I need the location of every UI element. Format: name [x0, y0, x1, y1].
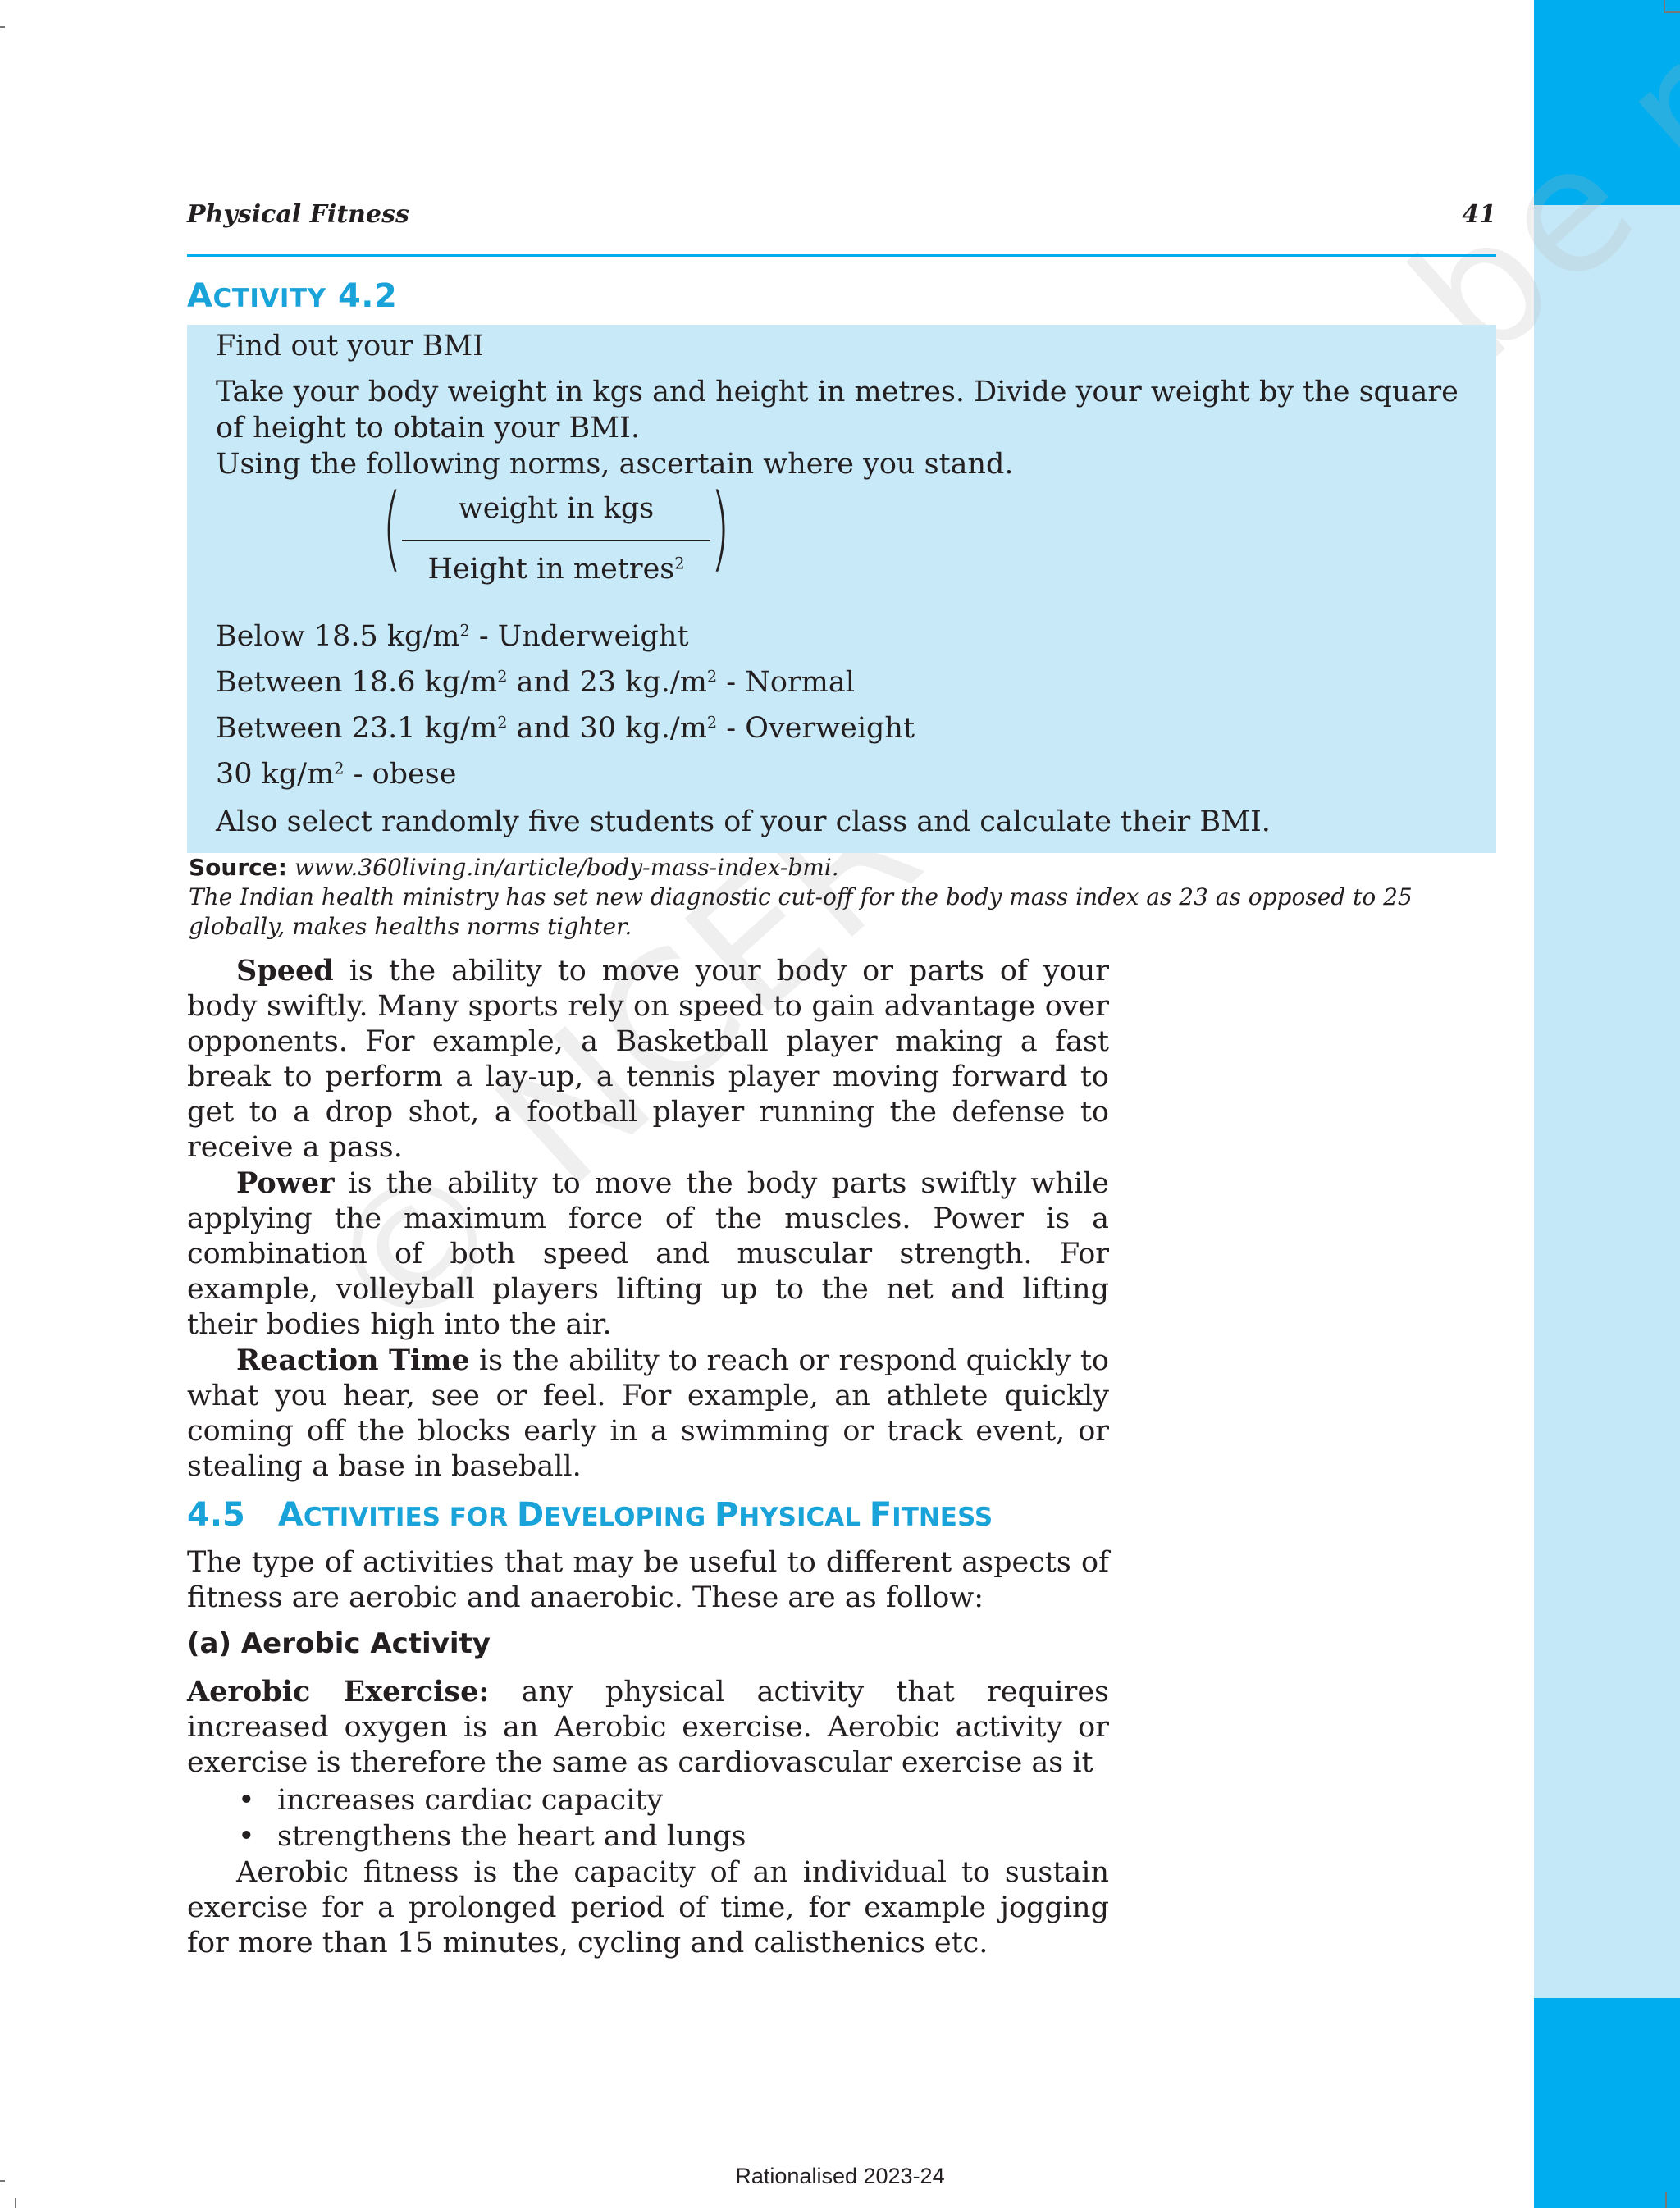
source-note: globally, makes healths norms tighter. — [189, 913, 632, 940]
source-note: The Indian health ministry has set new diagnostic cut-off for the body mass index as 23 as opposed to 25 — [189, 883, 1413, 910]
activity-intro: Find out your BMI — [216, 330, 484, 363]
fraction-bar — [402, 540, 710, 541]
running-head — [187, 200, 1496, 233]
header-rule — [187, 254, 1496, 257]
activity-heading — [187, 277, 397, 315]
section-heading — [187, 1496, 993, 1534]
crop-mark — [0, 26, 5, 28]
source-url: www.360living.in/article/body-mass-index-bmi. — [294, 854, 839, 881]
aerobic-heading: (a) Aerobic Activity — [187, 1627, 491, 1660]
footer-note: Rationalised 2023-24 — [735, 2164, 945, 2188]
crop-mark — [1664, 11, 1680, 13]
power-paragraph: Power is the ability to move the body parts swiftly while applying the maximum force of the muscles. Power is a combination of both speed and muscular strength. For example, volleyball players lifting up to the net and lifting their bodies high into the air. — [187, 1166, 1109, 1341]
source-line — [189, 853, 839, 883]
activity-box — [187, 325, 1496, 853]
crop-mark — [15, 2198, 16, 2208]
aerobic-paragraph: Aerobic Exercise: any physical activity that requires increased oxygen is an Aerobic exercise. Aerobic activity or exercise is therefore the same as cardiovascular exercise as it — [187, 1675, 1110, 1779]
bullet-item: • increases cardiac capacity — [238, 1784, 664, 1817]
bmi-formula — [381, 475, 731, 592]
section-title: ACTIVITIES FOR DEVELOPING PHYSICAL FITNESS — [277, 1496, 993, 1534]
page-number: 41 — [1462, 200, 1496, 229]
aerobic-fitness-paragraph: Aerobic fitness is the capacity of an individual to sustain exercise for a prolonged period of time, for example jogging for more than 15 minutes, cycling and calisthenics etc. — [187, 1856, 1109, 1959]
bmi-norm-underweight: Below 18.5 $kg/m^2$ - Underweight — [216, 620, 689, 653]
bmi-norm-overweight: Between 23.1 $kg/m^2$ and 30 $kg./m^2$ - Overweight — [216, 712, 915, 745]
activity-instruction: Using the following norms, ascertain where you stand. — [216, 448, 1014, 481]
left-parenthesis: ( — [381, 475, 402, 582]
section-number: 4.5 — [187, 1496, 245, 1534]
section-intro-block — [187, 1545, 1109, 1616]
crop-mark — [1665, 2192, 1667, 2208]
crop-mark — [1664, 0, 1665, 11]
bmi-norm-obese: 30 $kg/m^2$ - obese — [216, 758, 457, 791]
bmi-norm-normal: Between 18.6 $kg/m^2$ and 23 $kg./m^2$ - Normal — [216, 666, 855, 699]
reaction-time-paragraph: Reaction Time is the ability to reach or respond quickly to what you hear, see or feel. For example, an athlete quickly coming off the blocks early in a swimming or track event, or stealing a base in baseball. — [187, 1344, 1109, 1483]
activity-instruction: of height to obtain your BMI. — [216, 412, 641, 445]
running-title: Physical Fitness — [187, 200, 409, 229]
bullet-item: • strengthens the heart and lungs — [238, 1820, 746, 1853]
activity-number: 4.2 — [337, 277, 398, 315]
body-text-top — [187, 953, 1109, 1485]
side-strip — [1534, 0, 1680, 2208]
aerobic-fitness-block — [187, 1855, 1109, 1961]
aerobic-block — [187, 1674, 1109, 1781]
watermark: © NCERT be — [285, 102, 1675, 1381]
right-parenthesis: ) — [710, 475, 731, 582]
activity-instruction: Take your body weight in kgs and height in metres. Divide your weight by the square — [216, 376, 1459, 408]
formula-numerator: weight in kgs — [458, 492, 655, 525]
activity-label-rest: CTIVITY — [212, 284, 326, 313]
speed-paragraph: Speed is the ability to move your body or parts of your body swiftly. Many sports rely on speed to gain advantage over opponents. For example, a Basketball player making a fast break to perform a lay-up, a tennis player moving forward to get to a drop shot, a football player running the defense to receive a pass. — [187, 954, 1109, 1164]
section-intro: The type of activities that may be useful to different aspects of fitness are aerobic and anaerobic. These are as follow: — [187, 1546, 1109, 1614]
formula-denominator: Height in metres$^2$ — [427, 553, 685, 586]
source-label: Source: — [189, 854, 287, 881]
side-strip-top-block — [1534, 0, 1680, 205]
activity-label-initial: A — [187, 277, 213, 315]
activity-closing: Also select randomly five students of your class and calculate their BMI. — [216, 805, 1271, 838]
